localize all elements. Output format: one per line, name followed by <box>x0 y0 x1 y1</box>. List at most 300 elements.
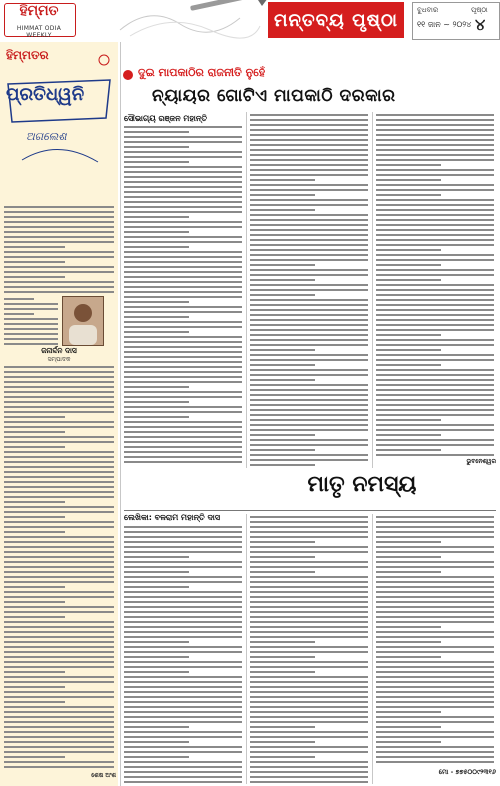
text-line <box>376 516 494 518</box>
text-line <box>124 676 242 678</box>
text-line <box>124 776 242 778</box>
text-line <box>4 611 114 613</box>
text-line <box>250 294 315 296</box>
text-line <box>376 169 494 171</box>
article-signoff: ଭୁବନେଶ୍ୱର <box>466 458 496 465</box>
text-line <box>4 586 65 588</box>
text-line <box>4 391 114 393</box>
text-line <box>376 616 494 618</box>
text-line <box>250 334 368 336</box>
text-line <box>376 249 441 251</box>
text-line <box>124 401 189 403</box>
text-line <box>376 114 494 116</box>
text-line <box>376 526 494 528</box>
text-line <box>250 239 368 241</box>
text-line <box>376 214 494 216</box>
text-line <box>376 329 494 331</box>
text-line <box>250 756 315 758</box>
text-line <box>124 201 242 203</box>
text-line <box>250 631 368 633</box>
text-line <box>124 166 242 168</box>
text-line <box>250 184 368 186</box>
brand-tagline: HIMMAT ODIA WEEKLY <box>16 25 62 39</box>
text-line <box>4 466 114 468</box>
text-line <box>250 204 368 206</box>
text-line <box>376 746 494 748</box>
text-line <box>124 186 242 188</box>
text-line <box>124 321 242 323</box>
text-line <box>4 236 114 238</box>
text-line <box>250 384 368 386</box>
text-line <box>250 194 315 196</box>
text-line <box>4 571 114 573</box>
brand-name: ହିମ୍ମତ <box>19 3 59 19</box>
text-line <box>124 421 242 423</box>
text-line <box>4 446 65 448</box>
text-line <box>376 409 494 411</box>
text-line <box>124 241 242 243</box>
text-line <box>376 139 494 141</box>
text-line <box>124 601 242 603</box>
text-line <box>4 266 114 268</box>
text-line <box>124 631 242 633</box>
text-line <box>376 681 494 683</box>
text-line <box>4 741 114 743</box>
text-line <box>250 399 368 401</box>
text-line <box>4 343 58 345</box>
text-line <box>124 206 242 208</box>
text-line <box>250 214 368 216</box>
text-line <box>250 681 368 683</box>
text-line <box>4 671 65 673</box>
text-line <box>4 206 114 208</box>
text-line <box>250 169 368 171</box>
text-line <box>124 586 189 588</box>
text-line <box>250 776 368 778</box>
text-line <box>250 224 368 226</box>
text-line <box>376 591 494 593</box>
text-line <box>376 576 494 578</box>
text-line <box>4 676 114 678</box>
issue-date: ୧୧ ଜାନ ~ ୨୦୨୪ <box>417 20 472 29</box>
text-line <box>250 551 368 553</box>
text-line <box>124 251 242 253</box>
text-line <box>376 756 494 758</box>
text-line <box>4 431 65 433</box>
text-line <box>4 681 114 683</box>
text-line <box>250 771 368 773</box>
text-line <box>250 761 368 763</box>
text-line <box>376 334 441 336</box>
text-line <box>250 546 368 548</box>
text-line <box>376 596 494 598</box>
text-line <box>4 246 65 248</box>
text-line <box>376 144 494 146</box>
text-line <box>250 354 368 356</box>
text-line <box>4 621 114 623</box>
text-line <box>376 294 494 296</box>
text-line <box>376 269 494 271</box>
text-line <box>376 726 441 728</box>
text-line <box>4 426 114 428</box>
text-line <box>250 349 315 351</box>
text-line <box>4 291 114 293</box>
text-line <box>376 309 494 311</box>
text-line <box>124 451 242 453</box>
text-line <box>250 434 315 436</box>
text-line <box>4 256 114 258</box>
page-number: ୪ <box>475 15 486 34</box>
text-line <box>250 269 368 271</box>
text-line <box>4 711 114 713</box>
text-line <box>124 636 242 638</box>
text-line <box>250 521 368 523</box>
text-line <box>124 376 242 378</box>
text-line <box>376 264 441 266</box>
text-line <box>124 351 242 353</box>
text-line <box>124 311 242 313</box>
text-line <box>376 154 494 156</box>
text-line <box>376 394 494 396</box>
text-line <box>250 696 368 698</box>
text-line <box>376 399 494 401</box>
text-line <box>124 256 242 258</box>
text-line <box>4 506 114 508</box>
text-line <box>4 436 114 438</box>
text-line <box>124 741 189 743</box>
text-line <box>124 576 242 578</box>
text-line <box>376 204 494 206</box>
text-line <box>124 146 189 148</box>
text-line <box>4 421 114 423</box>
text-line <box>4 226 114 228</box>
text-line <box>250 751 368 753</box>
text-line <box>4 276 65 278</box>
text-line <box>4 241 114 243</box>
text-line <box>124 296 242 298</box>
text-line <box>250 541 315 543</box>
text-line <box>250 459 368 461</box>
text-line <box>376 434 441 436</box>
text-line <box>376 369 494 371</box>
text-line <box>124 246 189 248</box>
text-line <box>4 496 114 498</box>
text-line <box>376 551 494 553</box>
text-line <box>376 314 494 316</box>
text-line <box>250 179 315 181</box>
text-line <box>124 176 242 178</box>
text-line <box>376 661 494 663</box>
text-line <box>124 286 242 288</box>
text-line <box>4 476 114 478</box>
text-line <box>124 431 242 433</box>
text-line <box>4 261 65 263</box>
text-line <box>250 114 368 116</box>
text-line <box>376 404 494 406</box>
text-line <box>376 626 441 628</box>
text-line <box>250 686 368 688</box>
text-line <box>4 556 114 558</box>
text-line <box>250 601 368 603</box>
text-line <box>124 541 242 543</box>
text-line <box>4 591 114 593</box>
text-line <box>124 701 242 703</box>
text-line <box>4 371 114 373</box>
text-line <box>124 271 242 273</box>
text-line <box>124 726 189 728</box>
text-line <box>124 731 242 733</box>
text-line <box>4 701 65 703</box>
text-line <box>124 381 242 383</box>
text-line <box>250 711 368 713</box>
text-line <box>4 746 114 748</box>
column-signoff: ଶେଷ ଅଂଶ <box>91 772 116 779</box>
text-line <box>250 284 368 286</box>
text-line <box>4 696 114 698</box>
text-line <box>376 344 494 346</box>
text-line <box>376 199 494 201</box>
text-line <box>124 626 242 628</box>
text-line <box>124 371 242 373</box>
text-line <box>4 756 65 758</box>
text-line <box>124 591 242 593</box>
text-line <box>124 721 242 723</box>
text-line <box>124 656 189 658</box>
text-line <box>376 439 494 441</box>
text-line <box>124 326 242 328</box>
text-line <box>376 731 494 733</box>
text-line <box>376 536 494 538</box>
text-line <box>376 259 494 261</box>
text-line <box>124 641 189 643</box>
text-line <box>124 141 242 143</box>
text-line <box>124 196 242 198</box>
text-line <box>4 761 114 763</box>
text-line <box>4 631 114 633</box>
text-line <box>4 401 114 403</box>
text-line <box>124 171 242 173</box>
text-line <box>250 229 368 231</box>
text-line <box>250 439 368 441</box>
text-line <box>376 289 494 291</box>
text-line <box>124 306 242 308</box>
text-line <box>250 581 368 583</box>
text-line <box>376 129 494 131</box>
text-line <box>376 636 494 638</box>
text-line <box>376 701 494 703</box>
text-line <box>250 676 368 678</box>
text-line <box>4 521 114 523</box>
text-line <box>124 341 242 343</box>
text-line <box>4 736 114 738</box>
text-line <box>250 394 368 396</box>
text-line <box>4 601 65 603</box>
text-line <box>124 356 242 358</box>
text-line <box>250 556 315 558</box>
text-line <box>4 303 58 305</box>
text-line <box>124 671 189 673</box>
text-line <box>4 221 114 223</box>
text-line <box>376 274 494 276</box>
text-line <box>250 259 368 261</box>
text-line <box>124 661 242 663</box>
text-line <box>250 314 368 316</box>
text-line <box>124 581 242 583</box>
text-line <box>250 364 315 366</box>
second-article-byline: ଲେଖିକା: ବଳରାମ ମହାନ୍ତି ଦାସ <box>124 513 221 522</box>
text-line <box>250 536 368 538</box>
text-line <box>250 324 368 326</box>
text-line <box>250 526 368 528</box>
text-line <box>124 526 242 528</box>
text-line <box>124 281 242 283</box>
text-line <box>4 318 58 320</box>
text-line <box>124 616 242 618</box>
text-line <box>376 651 494 653</box>
text-line <box>250 454 368 456</box>
text-line <box>376 359 494 361</box>
text-line <box>376 691 494 693</box>
text-line <box>376 656 441 658</box>
text-line <box>376 324 494 326</box>
text-line <box>124 746 242 748</box>
text-line <box>4 281 114 283</box>
text-line <box>250 389 368 391</box>
text-line <box>376 384 494 386</box>
text-line <box>376 429 494 431</box>
text-line <box>376 159 494 161</box>
text-line <box>376 239 494 241</box>
text-line <box>124 441 242 443</box>
text-line <box>4 581 114 583</box>
text-line <box>250 666 368 668</box>
text-line <box>124 681 242 683</box>
text-line <box>376 319 494 321</box>
text-line <box>250 661 368 663</box>
text-line <box>376 736 494 738</box>
text-line <box>124 216 189 218</box>
text-line <box>376 354 494 356</box>
article-headline: ନ୍ୟାୟର ଗୋଟିଏ ମାପକାଠି ଦରକାର <box>152 86 396 106</box>
text-line <box>124 716 242 718</box>
contact-number: ମୋ - ୭୭୫୦୦୯୨୩୧୬ <box>438 768 496 776</box>
text-line <box>124 771 242 773</box>
text-line <box>250 379 315 381</box>
text-line <box>124 181 242 183</box>
text-line <box>124 561 242 563</box>
text-line <box>250 596 368 598</box>
text-line <box>376 349 441 351</box>
text-line <box>4 721 114 723</box>
text-line <box>376 179 441 181</box>
text-line <box>376 716 494 718</box>
text-line <box>124 161 189 163</box>
text-line <box>376 149 494 151</box>
text-line <box>4 231 114 233</box>
text-line <box>376 631 494 633</box>
text-line <box>376 244 494 246</box>
column-rule <box>372 514 373 784</box>
text-line <box>250 691 368 693</box>
text-line <box>250 706 368 708</box>
text-line <box>376 189 494 191</box>
text-line <box>376 641 441 643</box>
text-line <box>250 264 315 266</box>
text-line <box>124 571 189 573</box>
text-line <box>250 671 315 673</box>
text-line <box>124 276 242 278</box>
text-line <box>250 716 368 718</box>
text-line <box>124 396 242 398</box>
issue-info-box <box>412 2 500 40</box>
text-line <box>376 521 494 523</box>
text-line <box>4 451 114 453</box>
column-rule <box>372 112 373 468</box>
text-line <box>250 149 368 151</box>
text-line <box>124 606 242 608</box>
text-line <box>4 501 65 503</box>
text-line <box>124 691 242 693</box>
text-line <box>250 199 368 201</box>
text-line <box>250 289 368 291</box>
page-label: ପୃଷ୍ଠା <box>471 6 488 14</box>
text-line <box>4 338 58 340</box>
text-line <box>124 536 242 538</box>
text-line <box>4 211 114 213</box>
text-line <box>4 511 114 513</box>
text-line <box>376 224 494 226</box>
text-line <box>124 696 242 698</box>
text-line <box>250 344 368 346</box>
text-line <box>4 526 114 528</box>
text-line <box>124 231 189 233</box>
text-line <box>376 581 494 583</box>
text-line <box>124 131 189 133</box>
text-line <box>124 456 242 458</box>
text-line <box>4 661 114 663</box>
text-line <box>250 781 368 783</box>
author-name: ଜନାର୍ଦ୍ଦନ ଦାସ <box>41 346 77 355</box>
text-line <box>250 174 368 176</box>
text-line <box>250 139 368 141</box>
text-line <box>4 726 114 728</box>
text-line <box>124 556 189 558</box>
text-line <box>376 304 494 306</box>
text-line <box>376 419 441 421</box>
text-line <box>250 516 368 518</box>
text-line <box>376 119 494 121</box>
text-line <box>124 411 242 413</box>
text-line <box>250 656 315 658</box>
text-line <box>124 781 242 783</box>
text-line <box>250 429 368 431</box>
text-line <box>250 444 368 446</box>
text-line <box>4 766 114 768</box>
text-line <box>124 736 242 738</box>
text-line <box>376 374 494 376</box>
text-line <box>124 301 189 303</box>
author-role: ସମ୍ପାଦକ <box>47 356 71 363</box>
text-line <box>4 411 114 413</box>
text-line <box>250 721 368 723</box>
page-section-banner: ମନ୍ତବ୍ୟ ପୃଷ୍ଠା <box>268 2 404 38</box>
text-line <box>4 461 114 463</box>
text-line <box>250 741 315 743</box>
text-line <box>4 646 114 648</box>
text-line <box>376 586 494 588</box>
text-line <box>376 454 494 456</box>
text-line <box>250 124 368 126</box>
